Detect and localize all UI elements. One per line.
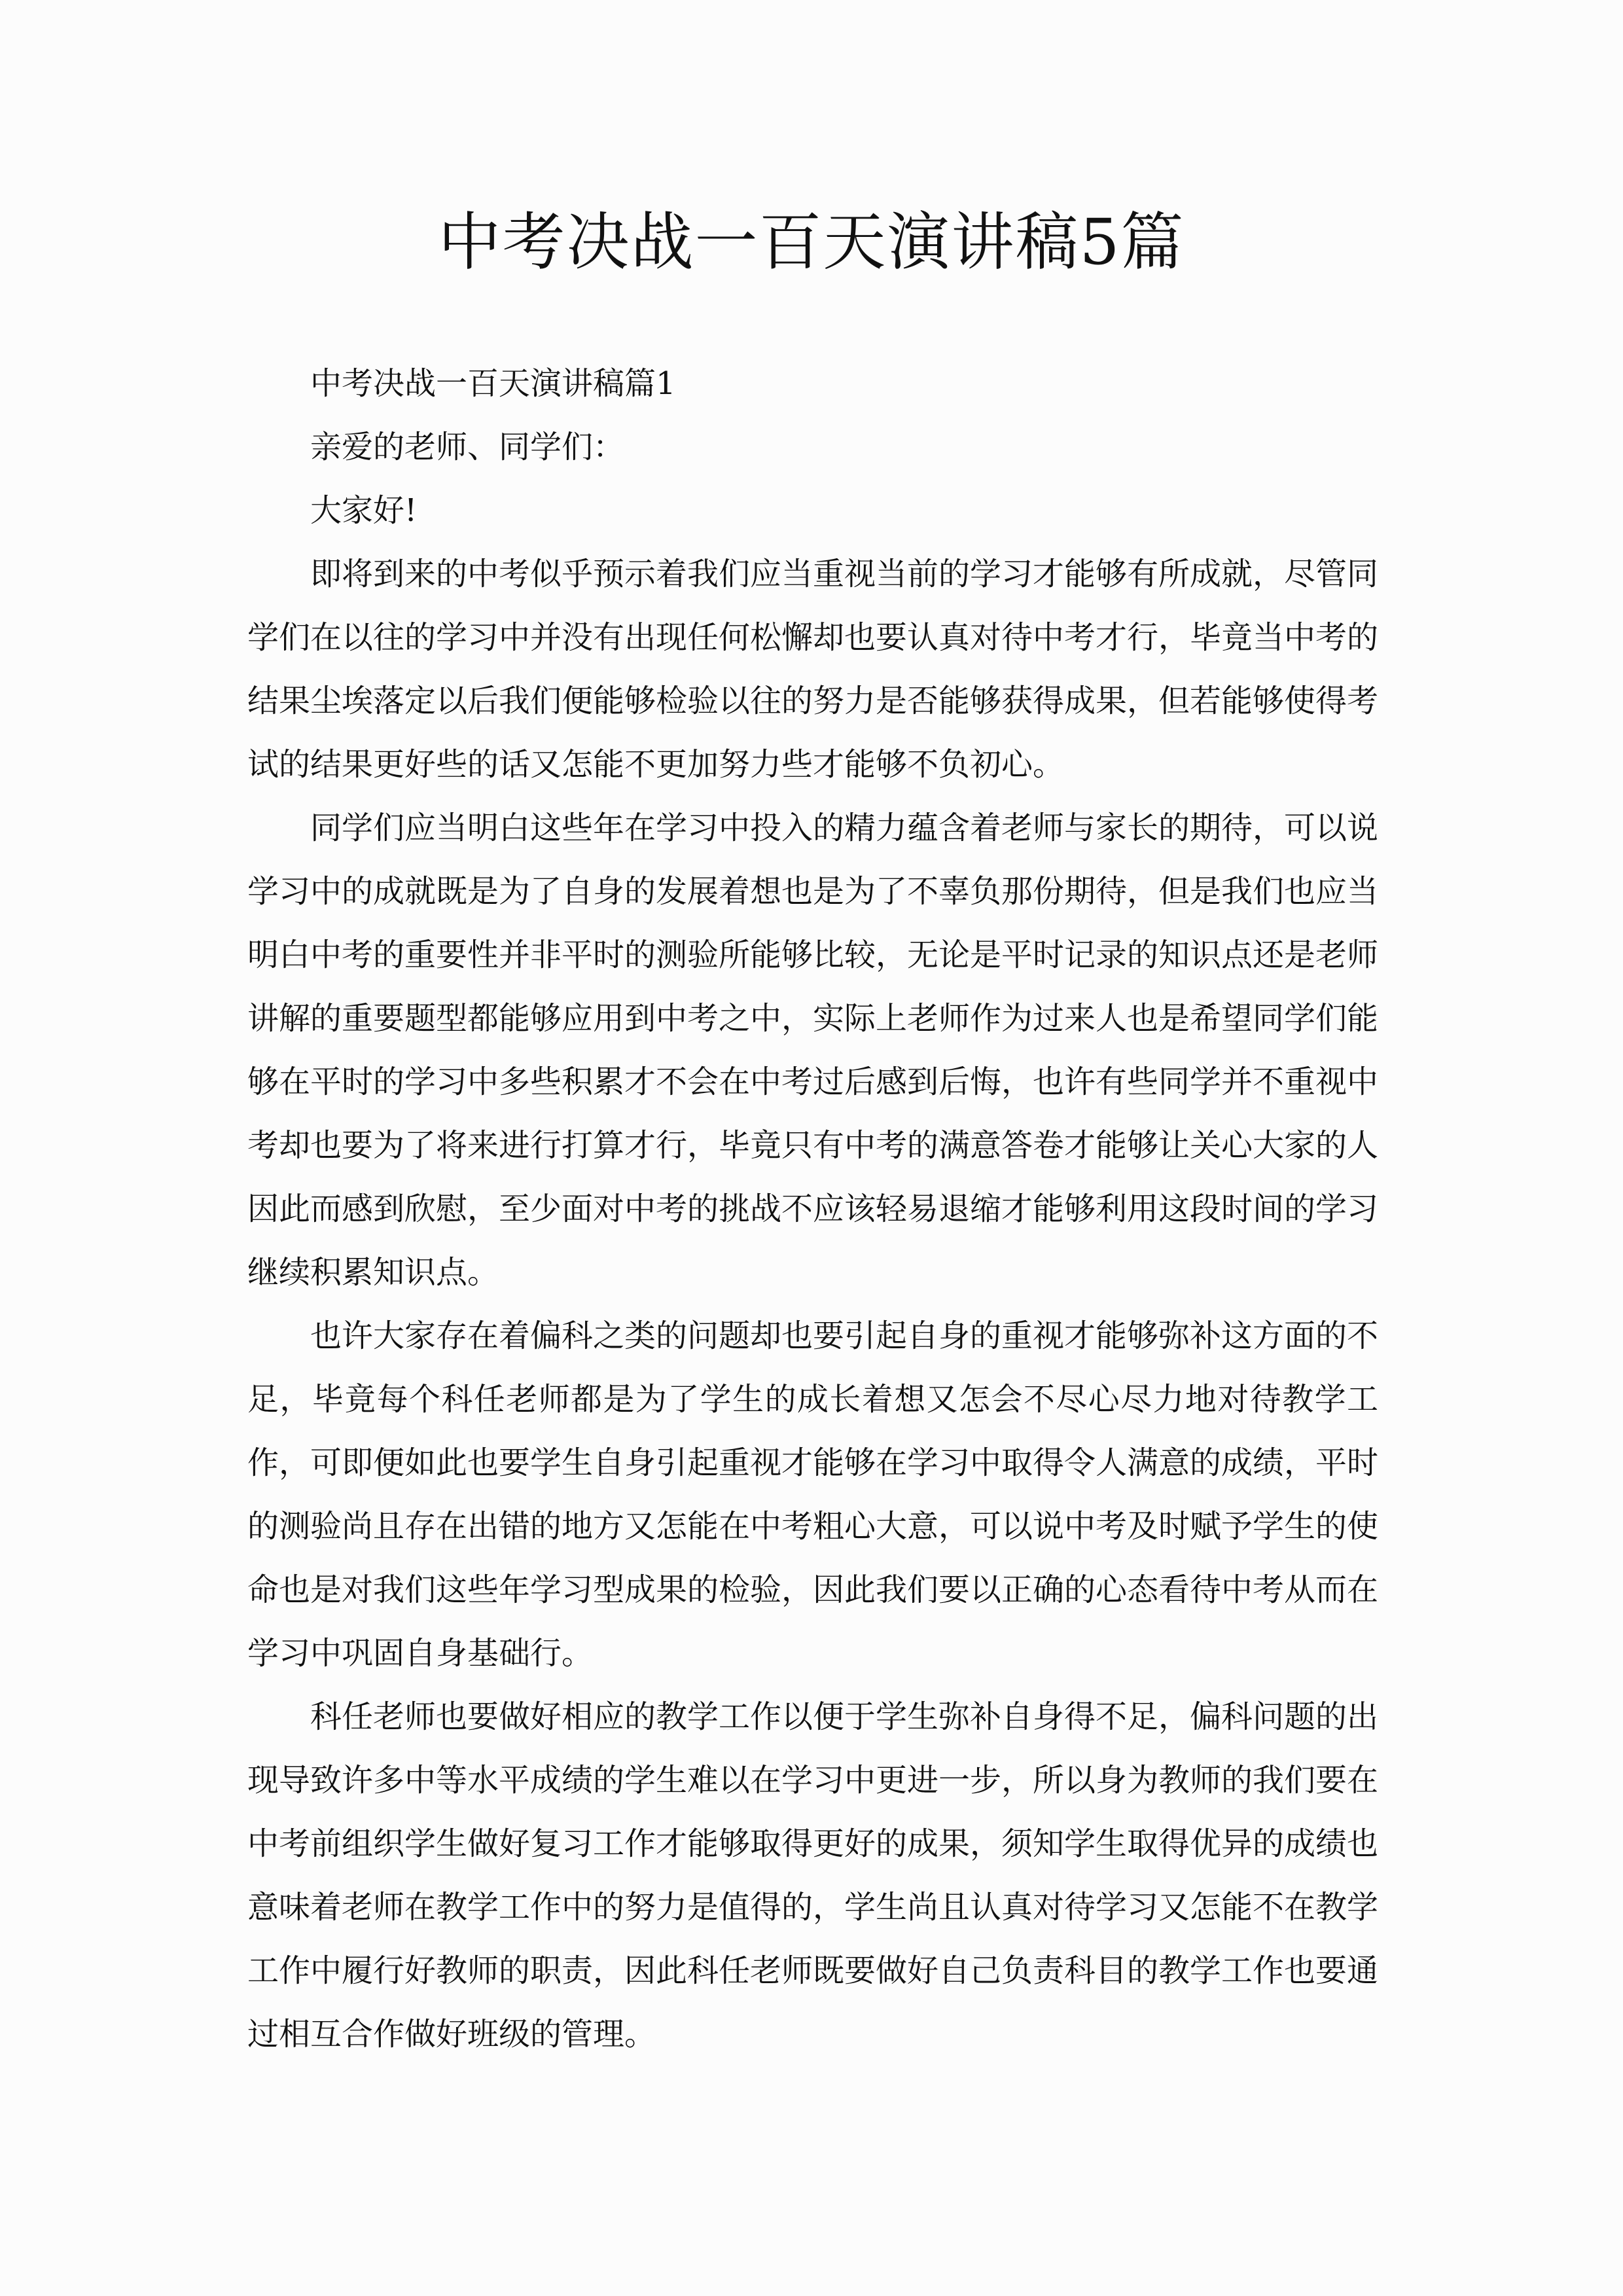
greeting: 大家好! (310, 492, 418, 529)
paragraph: 即将到来的中考似乎预示着我们应当重视当前的学习才能够有所成就，尽管同学们在以往的学习中并没有出现任何松懈却也要认真对待中考才行，毕竟当中考的结果尘埃落定以后我们便能够检验以往的努力是否能够获得成果，但若能够使得考试的结果更好些的话又怎能不更加努力些才能够不负初心。 (247, 556, 1379, 783)
salutation: 亲爱的老师、同学们： (310, 429, 625, 465)
paragraph: 也许大家存在着偏科之类的问题却也要引起自身的重视才能够弥补这方面的不足，毕竟每个科任老师都是为了学生的成长着想又怎会不尽心尽力地对待教学工作，可即便如此也要学生自身引起重视才能够在学习中取得令人满意的成绩，平时的测验尚且存在出错的地方又怎能在中考粗心大意，可以说中考及时赋予学生的使命也是对我们这些年学习型成果的检验，因此我们要以正确的心态看待中考从而在学习中巩固自身基础行。 (247, 1318, 1379, 1672)
paragraph: 同学们应当明白这些年在学习中投入的精力蕴含着老师与家长的期待，可以说学习中的成就既是为了自身的发展着想也是为了不辜负那份期待，但是我们也应当明白中考的重要性并非平时的测验所能够比较，无论是平时记录的知识点还是老师讲解的重要题型都能够应用到中考之中，实际上老师作为过来人也是希望同学们能够在平时的学习中多些积累才不会在中考过后感到后悔，也许有些同学并不重视中考却也要为了将来进行打算才行，毕竟只有中考的满意答卷才能够让关心大家的人因此而感到欣慰，至少面对中考的挑战不应该轻易退缩才能够利用这段时间的学习继续积累知识点。 (247, 810, 1379, 1291)
document-title: 中考决战一百天演讲稿5篇 (438, 206, 1185, 279)
section-heading: 中考决战一百天演讲稿篇1 (310, 365, 676, 402)
paragraph: 科任老师也要做好相应的教学工作以便于学生弥补自身得不足，偏科问题的出现导致许多中等水平成绩的学生难以在学习中更进一步，所以身为教师的我们要在中考前组织学生做好复习工作才能够取得更好的成果，须知学生取得优异的成绩也意味着老师在教学工作中的努力是值得的，学生尚且认真对待学习又怎能不在教学工作中履行好教师的职责，因此科任老师既要做好自己负责科目的教学工作也要通过相互合作做好班级的管理。 (247, 1698, 1379, 2053)
document-body (247, 352, 1378, 2066)
